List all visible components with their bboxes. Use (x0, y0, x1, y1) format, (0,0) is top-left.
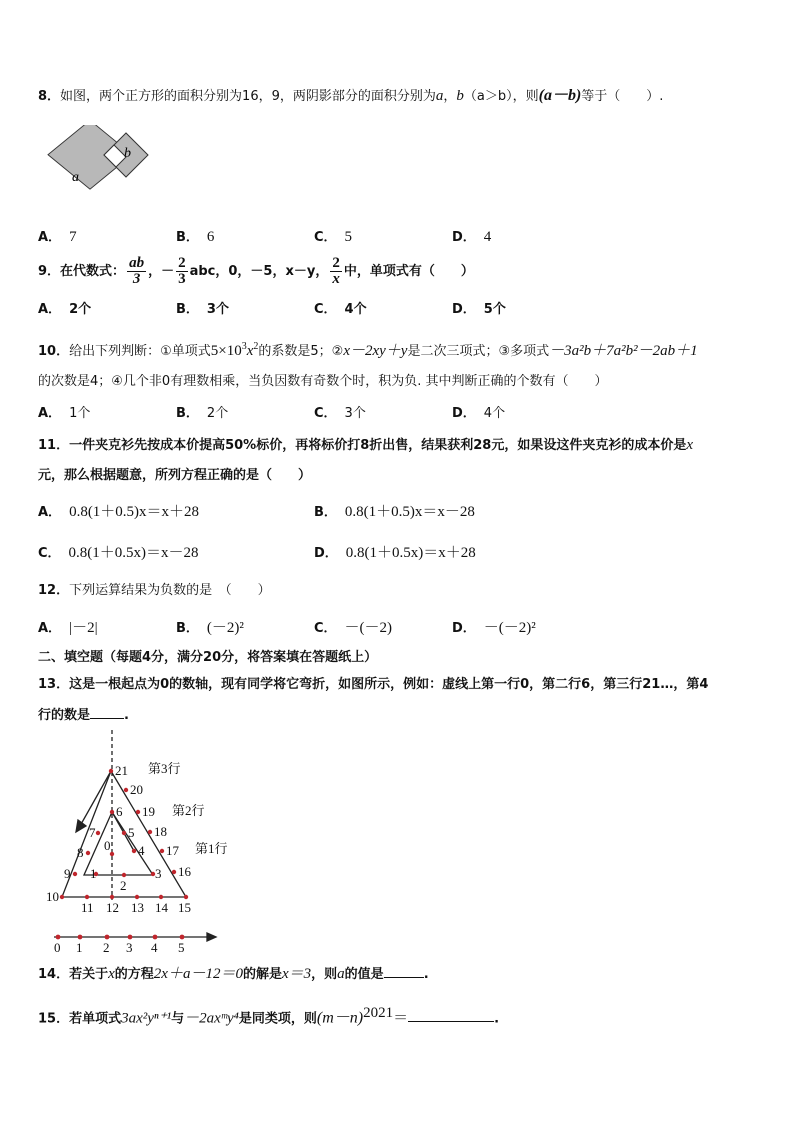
fig-number-5: 5 (128, 825, 135, 840)
dot-19 (136, 810, 140, 814)
fig-number-16: 16 (178, 864, 191, 879)
question-text: 行的数是 (38, 708, 91, 723)
q10-option-a[interactable] (38, 404, 90, 424)
condition: （a＞b），则 (463, 89, 539, 104)
option-label: C． (314, 621, 337, 636)
option-value: 2个 (69, 302, 92, 317)
dot-13 (135, 895, 139, 899)
row-label-1: 第2行 (172, 803, 205, 818)
variable-a: a (337, 966, 345, 982)
q12-option-c[interactable] (314, 618, 392, 639)
dot-15 (184, 895, 188, 899)
question-text: 是二次三项式；③多项式 (407, 344, 550, 359)
figure-label-a: a (72, 170, 79, 185)
question-text: 在代数式： (60, 264, 126, 279)
fig-number-11: 11 (81, 900, 94, 915)
option-value: 6 (206, 229, 215, 245)
q8-option-a[interactable] (38, 227, 77, 248)
fig-number-18: 18 (154, 824, 167, 839)
question-text: 若关于 (69, 967, 109, 982)
arrow-line (80, 771, 111, 826)
q10-option-c[interactable] (314, 404, 366, 424)
var-a: a (435, 88, 444, 104)
question-9 (38, 254, 474, 290)
question-number: 13． (38, 677, 70, 692)
numerator: ab (129, 255, 145, 271)
expression: (m－n) (316, 1009, 364, 1027)
option-value: 0.8(1＋0.5x)＝x－28 (68, 545, 199, 561)
monomial (211, 343, 259, 359)
period: . (494, 1011, 500, 1027)
exponent: 2021 (363, 1005, 394, 1021)
numerator: 2 (332, 255, 340, 271)
q9-option-b[interactable] (176, 300, 229, 320)
solution: x＝3 (281, 966, 312, 982)
q10-option-b[interactable] (176, 404, 228, 424)
option-label: C． (314, 230, 337, 245)
option-value: |－2| (69, 620, 98, 636)
q8-option-c[interactable] (314, 227, 352, 248)
var-b: b (456, 88, 464, 104)
trinomial: x－2xy＋y (343, 343, 408, 359)
option-label: C． (314, 406, 337, 421)
question-text: 与 (171, 1011, 185, 1027)
question-13-line1 (38, 675, 708, 695)
question-8 (38, 86, 663, 107)
option-label: B． (176, 406, 199, 421)
q9-option-a[interactable] (38, 300, 91, 320)
option-label: B． (176, 621, 199, 636)
axis-dot-4 (153, 935, 158, 940)
question-number: 9． (38, 264, 61, 279)
q10-option-d[interactable] (452, 404, 505, 424)
option-value: 4个 (483, 406, 506, 421)
question-number: 14． (38, 967, 70, 982)
figure-8-squares (44, 125, 154, 205)
exponent: 3 (241, 341, 247, 352)
option-value: 3个 (206, 302, 229, 317)
dot-2 (122, 873, 126, 877)
question-14 (38, 964, 429, 985)
question-text: 一件夹克衫先按成本价提高50%标价，再将标价打8折出售，结果获利28元，如果设这件夹克衫的成本价是 (69, 438, 687, 453)
option-label: D． (452, 406, 476, 421)
exponent: 2 (253, 341, 259, 352)
fraction-ab-3 (127, 256, 146, 287)
figure-label-b: b (124, 146, 131, 161)
option-label: D． (314, 546, 338, 561)
dot-18 (148, 830, 152, 834)
axis-dot-1 (78, 935, 83, 940)
option-value: 5 (344, 229, 353, 245)
axis-dot-5 (180, 935, 185, 940)
answer-blank[interactable] (408, 1009, 494, 1022)
fig-number-6: 6 (116, 804, 123, 819)
fig-number-0: 0 (104, 838, 111, 853)
variable-x: x (108, 966, 115, 982)
fig-number-7: 7 (89, 825, 96, 840)
dot-14 (159, 895, 163, 899)
dot-4 (132, 849, 136, 853)
separator: ， (443, 89, 457, 104)
monomial-2: －2axᵐy⁴ (184, 1010, 239, 1027)
axis-label-4: 4 (151, 940, 158, 955)
dot-5 (122, 831, 126, 835)
figure-13-number-axis (0, 720, 300, 960)
fig-number-17: 17 (166, 843, 179, 858)
option-value: 5个 (483, 302, 506, 317)
q11-option-a[interactable] (38, 502, 199, 523)
q12-option-d[interactable] (452, 618, 536, 639)
q9-option-d[interactable] (452, 300, 506, 320)
monomial-1: 3ax²yⁿ⁺¹ (121, 1010, 172, 1027)
fig-number-21: 21 (115, 763, 128, 778)
fraction-2-x (330, 256, 342, 287)
option-label: B． (176, 230, 199, 245)
polynomial: －3a²b＋7a²b²－2ab＋1 (549, 343, 698, 359)
question-tail: 中，单项式有（ ） (343, 264, 474, 279)
option-value: －(－2)² (483, 620, 536, 636)
axis-label-1: 1 (76, 940, 83, 955)
axis-dot-0 (56, 935, 61, 940)
axis-label-0: 0 (54, 940, 61, 955)
option-label: A． (38, 505, 62, 520)
arrow-head (76, 820, 86, 832)
number-axis-arrow (207, 933, 216, 941)
answer-blank[interactable] (90, 706, 124, 719)
question-10-line2: 的次数是4；④几个非0有理数相乘，当负因数有奇数个时，积为负. 其中判断正确的个数有（ ） (38, 374, 608, 389)
expression: (a－b) (538, 87, 582, 104)
option-value: 0.8(1＋0.5)x＝x－28 (344, 504, 475, 520)
q9-option-c[interactable] (314, 300, 367, 320)
dot-11 (85, 895, 89, 899)
dot-16 (172, 870, 176, 874)
dot-7 (96, 831, 100, 835)
option-label: A． (38, 621, 62, 636)
separator: ，－ (148, 264, 175, 279)
question-text: 的系数是5；② (258, 344, 344, 359)
question-12 (38, 581, 271, 601)
period: . (124, 708, 129, 723)
dot-9 (73, 872, 77, 876)
q8-option-d[interactable] (452, 227, 491, 248)
fig-number-4: 4 (138, 843, 145, 858)
question-number: 8． (38, 89, 61, 104)
option-label: B． (314, 505, 337, 520)
fig-number-20: 20 (130, 782, 143, 797)
axis-label-3: 3 (126, 940, 133, 955)
option-label: B． (176, 302, 199, 317)
dot-8 (86, 851, 90, 855)
fig-number-14: 14 (155, 900, 168, 915)
fig-number-15: 15 (178, 900, 191, 915)
fig-number-12: 12 (106, 900, 119, 915)
q12-option-b[interactable] (176, 618, 244, 639)
question-10-line1 (38, 337, 698, 362)
dot-21 (109, 769, 113, 773)
dot-10 (60, 895, 64, 899)
question-text: 的值是 (344, 967, 384, 982)
denominator: 3 (132, 271, 141, 287)
dot-12 (110, 895, 114, 899)
question-text: 这是一根起点为0的数轴，现有同学将它弯折，如图所示，例如：虚线上第一行0，第二行6，第三行21…，第4 (69, 677, 709, 692)
variable-x: x (686, 437, 694, 453)
equals-sign: ＝ (393, 1010, 409, 1027)
fig-number-19: 19 (142, 804, 155, 819)
coefficient: 5×10 (210, 343, 242, 359)
question-text: 是同类项，则 (238, 1011, 317, 1027)
question-text: 的方程 (114, 967, 154, 982)
option-label: D． (452, 230, 476, 245)
row-label-2: 第1行 (195, 841, 228, 856)
axis-label-5: 5 (178, 940, 185, 955)
question-text: 如图，两个正方形的面积分别为16，9，两阴影部分的面积分别为 (60, 89, 436, 104)
option-label: C． (38, 546, 61, 561)
q11-option-c[interactable] (38, 543, 199, 564)
q11-option-b[interactable] (314, 502, 475, 523)
question-11-line2: 元，那么根据题意，所列方程正确的是（ ） (38, 468, 312, 483)
axis-label-2: 2 (103, 940, 110, 955)
question-tail: 等于（ ）. (581, 89, 664, 104)
option-value: 7 (69, 229, 77, 245)
fig-number-9: 9 (64, 866, 71, 881)
q11-option-d[interactable] (314, 543, 476, 564)
row-label-0: 第3行 (148, 761, 181, 776)
axis-dot-2 (105, 935, 110, 940)
denominator: 3 (178, 271, 186, 287)
option-value: 0.8(1＋0.5)x＝x＋28 (69, 504, 200, 520)
q12-option-a[interactable] (38, 618, 98, 639)
option-value: 2个 (206, 406, 229, 421)
option-value: 3个 (344, 406, 366, 421)
question-number: 10． (38, 344, 70, 359)
dot-17 (160, 849, 164, 853)
option-value: 0.8(1＋0.5x)＝x＋28 (345, 545, 476, 561)
fig-number-3: 3 (155, 866, 162, 881)
denominator: x (332, 271, 340, 287)
question-text: 若单项式 (69, 1011, 122, 1027)
option-label: C． (314, 302, 337, 317)
option-label: A． (38, 406, 62, 421)
option-label: D． (452, 302, 476, 317)
option-value: －(－2) (344, 620, 393, 636)
option-value: 1个 (69, 406, 91, 421)
dot-20 (124, 788, 128, 792)
question-text: 的解是 (242, 967, 282, 982)
option-value: 4 (483, 229, 492, 245)
q8-option-b[interactable] (176, 227, 214, 248)
option-label: A． (38, 230, 62, 245)
question-text: 给出下列判断：①单项式 (69, 344, 211, 359)
dot-6 (110, 810, 114, 814)
fig-number-10: 10 (46, 889, 59, 904)
numerator: 2 (178, 255, 186, 271)
variable: x (246, 343, 254, 359)
question-11-line1 (38, 435, 693, 456)
option-label: A． (38, 302, 62, 317)
option-label: D． (452, 621, 476, 636)
fig-number-2: 2 (120, 878, 127, 893)
fraction-2-3 (176, 256, 188, 287)
equation: 2x＋a－12＝0 (153, 966, 243, 982)
section-heading: 二、填空题（每题4分，满分20分，将答案填在答题纸上） (38, 650, 378, 665)
question-15 (38, 1003, 499, 1029)
expression-list: abc，0，－5，x－y， (189, 264, 329, 279)
fig-number-8: 8 (77, 845, 84, 860)
option-value: 4个 (344, 302, 367, 317)
answer-blank[interactable] (384, 965, 424, 978)
fig-number-1: 1 (90, 866, 97, 881)
question-text: ，则 (311, 967, 338, 982)
question-number: 11． (38, 438, 70, 453)
question-text: 下列运算结果为负数的是 （ ） (69, 583, 271, 598)
period: . (423, 967, 429, 982)
fig-number-13: 13 (131, 900, 144, 915)
option-value: (－2)² (206, 620, 244, 636)
axis-dot-3 (128, 935, 133, 940)
question-number: 12． (38, 583, 70, 598)
question-number: 15． (38, 1011, 70, 1027)
